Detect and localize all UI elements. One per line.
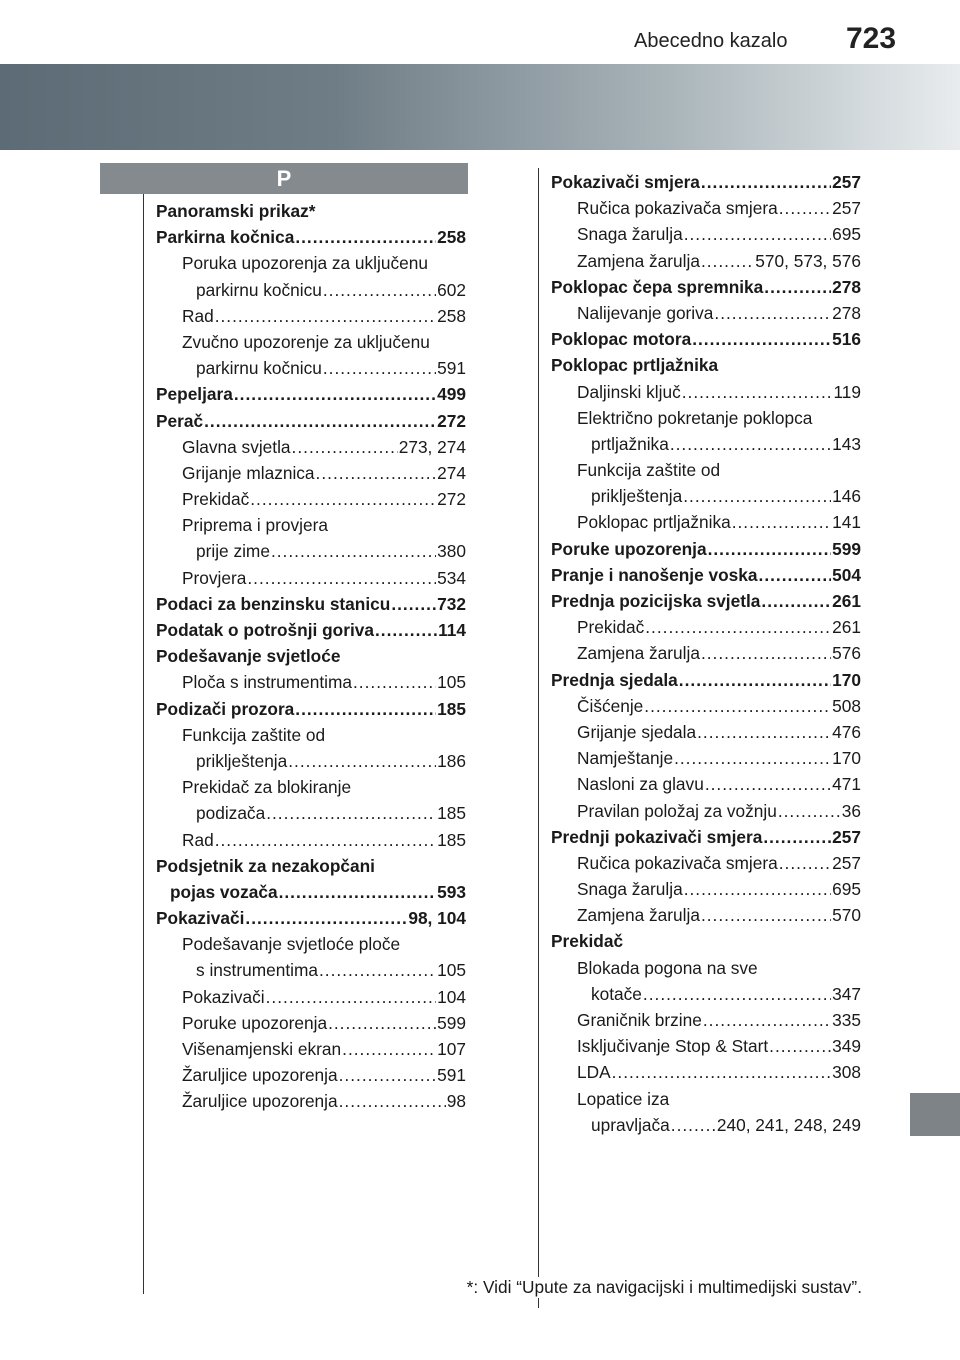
header-title: Abecedno kazalo: [634, 30, 788, 52]
index-entry-page: 186: [437, 750, 466, 771]
index-entry: [551, 640, 861, 666]
dot-leader: [391, 591, 436, 617]
dot-leader: [778, 798, 841, 824]
dot-leader: [674, 745, 831, 771]
index-entry: [551, 536, 861, 562]
index-entry: [156, 984, 466, 1010]
index-entry: [551, 221, 861, 247]
dot-leader: [319, 957, 436, 983]
index-entry: [156, 669, 466, 695]
middle-column-rule: [538, 168, 539, 1308]
index-entry-page: 593: [437, 881, 466, 902]
dot-leader: [671, 1112, 716, 1138]
index-entry-page: 349: [832, 1036, 861, 1057]
index-entry-label: Snaga žarulja: [577, 879, 683, 900]
index-entry: [551, 667, 861, 693]
index-entry: [156, 329, 466, 355]
section-letter-tab: P: [100, 163, 468, 194]
index-entry-page: 141: [832, 512, 861, 533]
index-entry: [551, 562, 861, 588]
dot-leader: [701, 248, 754, 274]
index-entry: [156, 303, 466, 329]
index-entry-page: 695: [832, 224, 861, 245]
dot-leader: [708, 536, 832, 562]
index-entry: [551, 902, 861, 928]
index-entry: [156, 1062, 466, 1088]
index-entry-label: kotače: [591, 983, 642, 1004]
index-entry-label: Ploča s instrumentima: [182, 672, 352, 693]
index-entry-page: 499: [437, 384, 466, 405]
index-entry: [156, 827, 466, 853]
page-number: 723: [846, 22, 897, 55]
dot-leader: [684, 221, 831, 247]
index-entry: [551, 693, 861, 719]
dot-leader: [682, 379, 833, 405]
index-entry-page: 272: [437, 489, 466, 510]
index-entry: [156, 486, 466, 512]
index-entry: [551, 614, 861, 640]
dot-leader: [697, 719, 831, 745]
dot-leader: [764, 274, 831, 300]
dot-leader: [761, 588, 831, 614]
index-entry-label: Višenamjenski ekran: [182, 1039, 342, 1059]
index-entry: [156, 957, 466, 983]
index-column-left: [156, 198, 466, 1115]
index-entry-page: 347: [832, 983, 861, 1004]
index-entry: [156, 1010, 466, 1036]
index-entry-label: Pranje i nanošenje voska: [551, 564, 758, 585]
index-entry-page: 570, 573, 576: [755, 250, 861, 271]
index-entry: [551, 1007, 861, 1033]
index-entry-label: Provjera: [182, 567, 247, 588]
index-entry-page: 476: [832, 721, 861, 742]
index-entry-label: Poklopac motora: [551, 329, 692, 350]
dot-leader: [292, 434, 398, 460]
index-entry-label: Poruke upozorenja: [551, 538, 707, 559]
index-entry-label: Pokazivači: [182, 986, 265, 1007]
index-entry-label: Čišćenje: [577, 695, 644, 716]
index-entry: [551, 195, 861, 221]
index-entry-label: Lopatice iza: [577, 1088, 670, 1109]
dot-leader: [670, 431, 831, 457]
index-entry-label: LDA: [577, 1062, 611, 1083]
index-entry-label: pojas vozača: [170, 881, 278, 902]
dot-leader: [266, 984, 437, 1010]
index-entry: [156, 277, 466, 303]
index-entry: [551, 955, 861, 981]
index-entry-page: 107: [437, 1039, 466, 1059]
index-entry-page: 534: [437, 567, 466, 588]
index-entry-page: 273, 274: [398, 436, 466, 457]
index-entry-page: 308: [832, 1062, 861, 1083]
index-entry: [551, 798, 861, 824]
dot-leader: [779, 195, 831, 221]
index-entry-label: Glavna svjetla: [182, 436, 291, 457]
index-entry-label: Pravilan položaj za vožnju: [577, 800, 777, 821]
index-entry-page: 508: [832, 695, 861, 716]
index-entry-label: Funkcija zaštite od: [182, 724, 326, 745]
dot-leader: [339, 1062, 437, 1088]
index-entry-label: priklještenja: [591, 486, 683, 507]
index-entry-label: Zamjena žarulja: [577, 643, 700, 664]
index-entry-label: Podatak o potrošnji goriva: [156, 620, 374, 640]
dot-leader: [612, 1059, 832, 1085]
index-entry: [551, 1033, 861, 1059]
index-entry-label: Zamjena žarulja: [577, 905, 700, 926]
dot-leader: [763, 824, 831, 850]
index-entry-page: 516: [832, 329, 861, 350]
index-entry: [551, 509, 861, 535]
index-entry-label: Rad: [182, 305, 214, 326]
index-entry-label: Prekidač za blokiranje: [182, 777, 352, 798]
index-entry: [156, 538, 466, 564]
header-band: [0, 64, 960, 150]
index-entry-label: Ručica pokazivača smjera: [577, 852, 778, 873]
index-entry-page: 261: [832, 617, 861, 638]
index-entry: [156, 198, 466, 224]
index-entry-label: Pokazivači: [156, 908, 245, 929]
index-entry: [156, 460, 466, 486]
index-entry-page: 591: [437, 1065, 466, 1086]
index-entry-label: Isključivanje Stop & Start: [577, 1036, 769, 1057]
index-entry-label: Snaga žarulja: [577, 224, 683, 245]
index-entry: [156, 408, 466, 434]
index-entry-page: 257: [832, 852, 861, 873]
index-entry-label: Podešavanje svjetloće ploče: [182, 934, 401, 955]
index-entry-label: Poklopac prtljažnika: [577, 512, 731, 533]
dot-leader: [245, 905, 407, 931]
index-entry-label: Poklopac prtljažnika: [551, 355, 719, 376]
index-entry-page: 36: [841, 800, 861, 821]
index-entry-label: Zamjena žarulja: [577, 250, 700, 271]
index-entry-page: 278: [832, 302, 861, 323]
index-entry: [156, 224, 466, 250]
dot-leader: [679, 667, 831, 693]
dot-leader: [375, 617, 437, 643]
index-entry-label: Grijanje sjedala: [577, 721, 697, 742]
index-entry-label: Podešavanje svjetloće: [156, 646, 341, 667]
dot-leader: [279, 879, 437, 905]
index-entry-label: s instrumentima: [196, 960, 318, 981]
index-entry: [551, 719, 861, 745]
index-entry-page: 695: [832, 879, 861, 900]
index-entry-page: 185: [437, 803, 466, 824]
index-entry: [156, 905, 466, 931]
index-entry: [551, 928, 861, 954]
dot-leader: [288, 748, 436, 774]
index-entry: [156, 931, 466, 957]
dot-leader: [250, 486, 436, 512]
index-entry: [551, 1086, 861, 1112]
index-entry: [551, 1059, 861, 1085]
index-entry: [551, 300, 861, 326]
index-entry-label: Rad: [182, 829, 214, 850]
chapter-thumb-tab: [910, 1093, 960, 1136]
index-entry-label: Prednja pozicijska svjetla: [551, 591, 761, 611]
index-entry: [156, 512, 466, 538]
index-entry: [551, 169, 861, 195]
index-entry-label: Podizači prozora: [156, 698, 295, 719]
index-entry: [156, 1036, 466, 1062]
index-entry-label: Panoramski prikaz*: [156, 201, 316, 221]
index-entry-label: Žaruljice upozorenja: [182, 1065, 338, 1086]
index-entry-page: 274: [437, 462, 466, 483]
left-column-rule: [143, 194, 144, 1294]
dot-leader: [779, 850, 831, 876]
dot-leader: [271, 538, 436, 564]
index-entry-label: Pokazivači smjera: [551, 172, 700, 192]
index-entry: [551, 483, 861, 509]
index-entry: [156, 879, 466, 905]
index-entry-page: 170: [832, 748, 861, 769]
dot-leader: [323, 277, 436, 303]
index-entry-label: Podsjetnik za nezakopčani: [156, 855, 375, 876]
dot-leader: [732, 509, 831, 535]
dot-leader: [316, 460, 437, 486]
dot-leader: [701, 169, 831, 195]
index-entry-label: Prekidač: [551, 931, 624, 952]
dot-leader: [705, 771, 831, 797]
dot-leader: [684, 876, 831, 902]
index-entry-label: Priprema i provjera: [182, 515, 328, 536]
index-entry-label: Graničnik brzine: [577, 1010, 702, 1030]
index-entry: [551, 588, 861, 614]
index-entry-page: 105: [437, 960, 466, 981]
index-entry-page: 146: [832, 486, 861, 507]
dot-leader: [247, 565, 436, 591]
index-entry: [551, 824, 861, 850]
footnote: *: Vidi “Upute za navigacijski i multimedijski sustav”.: [463, 1277, 862, 1298]
index-entry-label: prtljažnika: [591, 433, 669, 454]
index-entry-label: Prekidač: [182, 489, 250, 510]
index-entry-page: 257: [832, 826, 861, 847]
index-entry: [551, 379, 861, 405]
index-entry-label: parkirnu kočnicu: [196, 358, 322, 379]
dot-leader: [701, 640, 831, 666]
index-entry-page: 380: [437, 541, 466, 562]
index-entry-label: Parkirna kočnica: [156, 227, 295, 248]
index-entry-label: Električno pokretanje poklopca: [577, 407, 813, 428]
index-entry: [551, 274, 861, 300]
dot-leader: [204, 408, 436, 434]
index-entry-page: 272: [437, 410, 466, 431]
dot-leader: [683, 483, 831, 509]
dot-leader: [295, 696, 436, 722]
index-entry-label: Nalijevanje goriva: [577, 302, 714, 323]
index-entry-page: 599: [832, 538, 861, 559]
dot-leader: [353, 669, 436, 695]
index-entry-page: 258: [437, 305, 466, 326]
index-entry-page: 98, 104: [408, 908, 466, 929]
dot-leader: [342, 1036, 436, 1062]
index-entry-page: 105: [437, 672, 466, 693]
index-entry-label: Funkcija zaštite od: [577, 460, 721, 481]
dot-leader: [714, 300, 831, 326]
index-entry-page: 240, 241, 248, 249: [716, 1114, 861, 1135]
index-entry: [156, 853, 466, 879]
index-entry-label: podizača: [196, 803, 266, 824]
index-entry-label: Pepeljara: [156, 384, 233, 405]
index-entry-label: Perač: [156, 410, 204, 431]
index-entry-label: priklještenja: [196, 750, 288, 771]
index-entry-label: prije zime: [196, 541, 270, 562]
dot-leader: [645, 614, 831, 640]
index-entry-page: 335: [832, 1010, 861, 1030]
index-entry-page: 114: [438, 620, 466, 640]
dot-leader: [701, 902, 831, 928]
index-entry-page: 471: [832, 774, 861, 795]
index-entry: [156, 696, 466, 722]
index-entry-label: Podaci za benzinsku stanicu: [156, 593, 391, 614]
index-entry: [551, 771, 861, 797]
index-entry: [551, 405, 861, 431]
index-entry: [156, 355, 466, 381]
index-entry-page: 602: [437, 279, 466, 300]
index-entry-page: 119: [833, 381, 861, 402]
dot-leader: [328, 1010, 436, 1036]
dot-leader: [234, 381, 436, 407]
index-entry-page: 258: [437, 227, 466, 248]
index-entry: [551, 745, 861, 771]
index-entry: [551, 352, 861, 378]
index-entry: [156, 565, 466, 591]
index-entry: [551, 248, 861, 274]
index-entry-label: Poklopac čepa spremnika: [551, 276, 764, 297]
index-entry: [156, 800, 466, 826]
index-entry-label: Poruka upozorenja za uključenu: [182, 253, 428, 274]
index-entry-page: 732: [437, 593, 466, 614]
index-entry-page: 257: [832, 198, 861, 219]
index-entry: [156, 1088, 466, 1114]
index-entry: [551, 850, 861, 876]
index-entry-page: 185: [437, 698, 466, 719]
index-entry: [156, 643, 466, 669]
dot-leader: [759, 562, 832, 588]
dot-leader: [692, 326, 831, 352]
index-entry-page: 576: [832, 643, 861, 664]
dot-leader: [295, 224, 436, 250]
index-entry: [156, 591, 466, 617]
index-entry: [551, 431, 861, 457]
index-entry-page: 185: [437, 829, 466, 850]
index-entry-label: parkirnu kočnicu: [196, 279, 322, 300]
dot-leader: [266, 800, 436, 826]
index-entry-label: Prednja sjedala: [551, 669, 678, 690]
index-entry: [156, 250, 466, 276]
dot-leader: [323, 355, 436, 381]
index-entry-page: 599: [437, 1012, 466, 1033]
index-entry-page: 504: [832, 564, 861, 585]
index-column-right: [551, 169, 861, 1138]
dot-leader: [215, 303, 436, 329]
index-entry: [551, 876, 861, 902]
dot-leader: [769, 1033, 831, 1059]
index-entry-label: Blokada pogona na sve: [577, 957, 758, 978]
index-entry-label: Poruke upozorenja: [182, 1012, 328, 1033]
index-entry: [156, 617, 466, 643]
index-entry-label: Žaruljice upozorenja: [182, 1091, 338, 1112]
index-entry: [156, 774, 466, 800]
index-entry: [551, 981, 861, 1007]
index-entry: [156, 381, 466, 407]
index-entry-label: Ručica pokazivača smjera: [577, 198, 778, 219]
index-entry-label: Prednji pokazivači smjera: [551, 826, 763, 847]
dot-leader: [215, 827, 436, 853]
index-entry: [156, 748, 466, 774]
index-entry-page: 570: [832, 905, 861, 926]
index-entry-page: 591: [437, 358, 466, 379]
index-entry-page: 278: [832, 276, 861, 297]
dot-leader: [339, 1088, 446, 1114]
index-entry-label: Prekidač: [577, 617, 645, 638]
index-entry-page: 261: [832, 591, 861, 611]
index-entry-page: 98: [446, 1091, 466, 1112]
index-entry-label: Grijanje mlaznica: [182, 462, 315, 483]
index-entry-page: 170: [832, 669, 861, 690]
dot-leader: [644, 693, 831, 719]
index-entry-page: 104: [437, 986, 466, 1007]
index-entry-page: 257: [832, 172, 861, 192]
index-entry: [156, 722, 466, 748]
index-entry-page: 143: [832, 433, 861, 454]
index-entry-label: upravljača: [591, 1114, 670, 1135]
index-entry-label: Nasloni za glavu: [577, 774, 704, 795]
index-entry: [551, 457, 861, 483]
dot-leader: [703, 1007, 831, 1033]
index-entry-label: Daljinski ključ: [577, 381, 681, 402]
index-entry-label: Zvučno upozorenje za uključenu: [182, 331, 430, 352]
index-entry: [156, 434, 466, 460]
index-entry: [551, 1112, 861, 1138]
index-entry: [551, 326, 861, 352]
dot-leader: [643, 981, 831, 1007]
index-entry-label: Namještanje: [577, 748, 674, 769]
